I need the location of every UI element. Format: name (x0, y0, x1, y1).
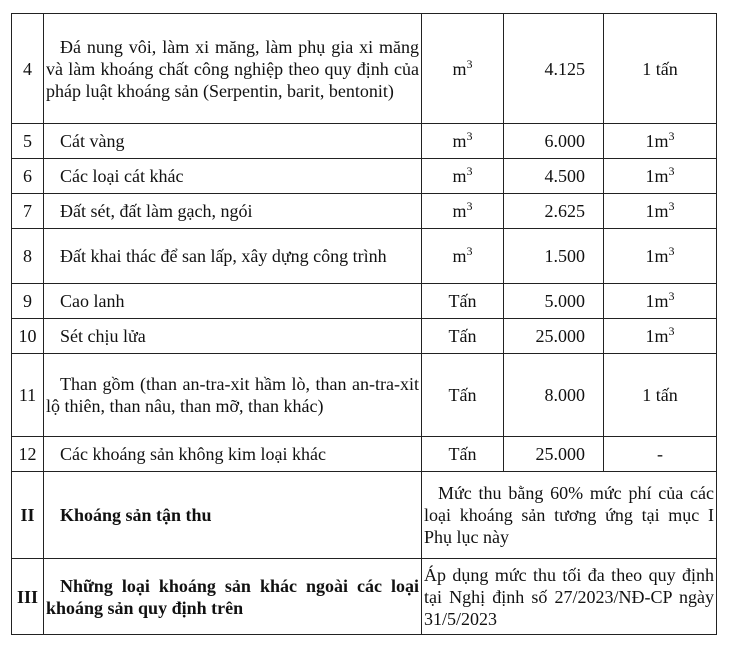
quantity-base: 1m (645, 291, 669, 311)
quantity-cell (604, 229, 717, 284)
fee-rate: 1.500 (504, 229, 604, 284)
table-row (12, 437, 717, 472)
mineral-name: Các khoáng sản không kim loại khác (44, 437, 422, 472)
mineral-name: Các loại cát khác (44, 159, 422, 194)
unit-cell (422, 319, 504, 354)
row-number: 5 (12, 124, 44, 159)
fee-rate: 25.000 (504, 319, 604, 354)
mineral-name: Cao lanh (44, 284, 422, 319)
table-row (12, 14, 717, 124)
quantity-cell (604, 284, 717, 319)
unit-base: Tấn (448, 385, 477, 405)
quantity-base: 1m (645, 326, 669, 346)
unit-base: m (452, 166, 467, 186)
document-page (11, 13, 717, 635)
unit-cell (422, 354, 504, 437)
mineral-name: Than gồm (than an-tra-xit hầm lò, than an-tra-xit lộ thiên, than nâu, than mỡ, than khác) (44, 354, 422, 437)
quantity-superscript: 3 (668, 244, 675, 258)
unit-base: m (452, 201, 467, 221)
fee-rate: 6.000 (504, 124, 604, 159)
section-note: Áp dụng mức thu tối đa theo quy định tại Nghị định số 27/2023/NĐ-CP ngày 31/5/2023 (422, 559, 717, 635)
table-row (12, 319, 717, 354)
quantity-base: 1m (645, 201, 669, 221)
quantity-cell (604, 194, 717, 229)
fee-rate: 4.125 (504, 14, 604, 124)
table-row (12, 194, 717, 229)
table-row (12, 284, 717, 319)
fee-rate: 4.500 (504, 159, 604, 194)
mineral-name: Cát vàng (44, 124, 422, 159)
mineral-name: Đá nung vôi, làm xi măng, làm phụ gia xi măng và làm khoáng chất công nghiệp theo quy định của pháp luật khoáng sản (Serpentin, barit, bentonit) (44, 14, 422, 124)
quantity-base: 1m (645, 166, 669, 186)
quantity-cell (604, 437, 717, 472)
fee-rate: 5.000 (504, 284, 604, 319)
unit-superscript: 3 (466, 129, 473, 143)
section-name: Những loại khoáng sản khác ngoài các loại khoáng sản quy định trên (44, 559, 422, 635)
unit-base: Tấn (448, 444, 477, 464)
quantity-cell (604, 319, 717, 354)
unit-cell (422, 124, 504, 159)
fee-rate: 2.625 (504, 194, 604, 229)
row-number: 8 (12, 229, 44, 284)
quantity-base: 1 tấn (642, 58, 678, 79)
unit-cell (422, 159, 504, 194)
quantity-superscript: 3 (668, 289, 675, 303)
row-number: 12 (12, 437, 44, 472)
quantity-base: 1m (645, 246, 669, 266)
table-row (12, 159, 717, 194)
unit-cell (422, 14, 504, 124)
fee-table (11, 13, 717, 635)
quantity-cell (604, 124, 717, 159)
section-row (12, 559, 717, 635)
unit-superscript: 3 (466, 56, 473, 71)
section-name: Khoáng sản tận thu (44, 472, 422, 559)
row-number: 4 (12, 14, 44, 124)
quantity-base: - (657, 444, 663, 464)
unit-superscript: 3 (466, 164, 473, 178)
quantity-cell (604, 159, 717, 194)
fee-rate: 25.000 (504, 437, 604, 472)
section-row (12, 472, 717, 559)
unit-cell (422, 229, 504, 284)
quantity-superscript: 3 (668, 164, 675, 178)
quantity-superscript: 3 (668, 129, 675, 143)
quantity-base: 1m (645, 131, 669, 151)
quantity-superscript: 3 (668, 199, 675, 213)
section-number: III (12, 559, 44, 635)
row-number: 6 (12, 159, 44, 194)
mineral-name: Đất khai thác để san lấp, xây dựng công trình (44, 229, 422, 284)
quantity-cell (604, 14, 717, 124)
table-row (12, 229, 717, 284)
table-row (12, 124, 717, 159)
mineral-name: Sét chịu lửa (44, 319, 422, 354)
section-note: Mức thu bằng 60% mức phí của các loại khoáng sản tương ứng tại mục I Phụ lục này (422, 472, 717, 559)
fee-rate: 8.000 (504, 354, 604, 437)
row-number: 9 (12, 284, 44, 319)
unit-base: Tấn (448, 326, 477, 346)
unit-superscript: 3 (466, 244, 473, 258)
quantity-cell (604, 354, 717, 437)
row-number: 7 (12, 194, 44, 229)
unit-cell (422, 437, 504, 472)
unit-base: m (452, 58, 467, 79)
unit-base: Tấn (448, 291, 477, 311)
section-number: II (12, 472, 44, 559)
unit-base: m (452, 131, 467, 151)
unit-cell (422, 284, 504, 319)
row-number: 11 (12, 354, 44, 437)
quantity-base: 1 tấn (642, 385, 678, 405)
mineral-name: Đất sét, đất làm gạch, ngói (44, 194, 422, 229)
unit-base: m (452, 246, 467, 266)
row-number: 10 (12, 319, 44, 354)
quantity-superscript: 3 (668, 324, 675, 338)
unit-superscript: 3 (466, 199, 473, 213)
unit-cell (422, 194, 504, 229)
table-row (12, 354, 717, 437)
